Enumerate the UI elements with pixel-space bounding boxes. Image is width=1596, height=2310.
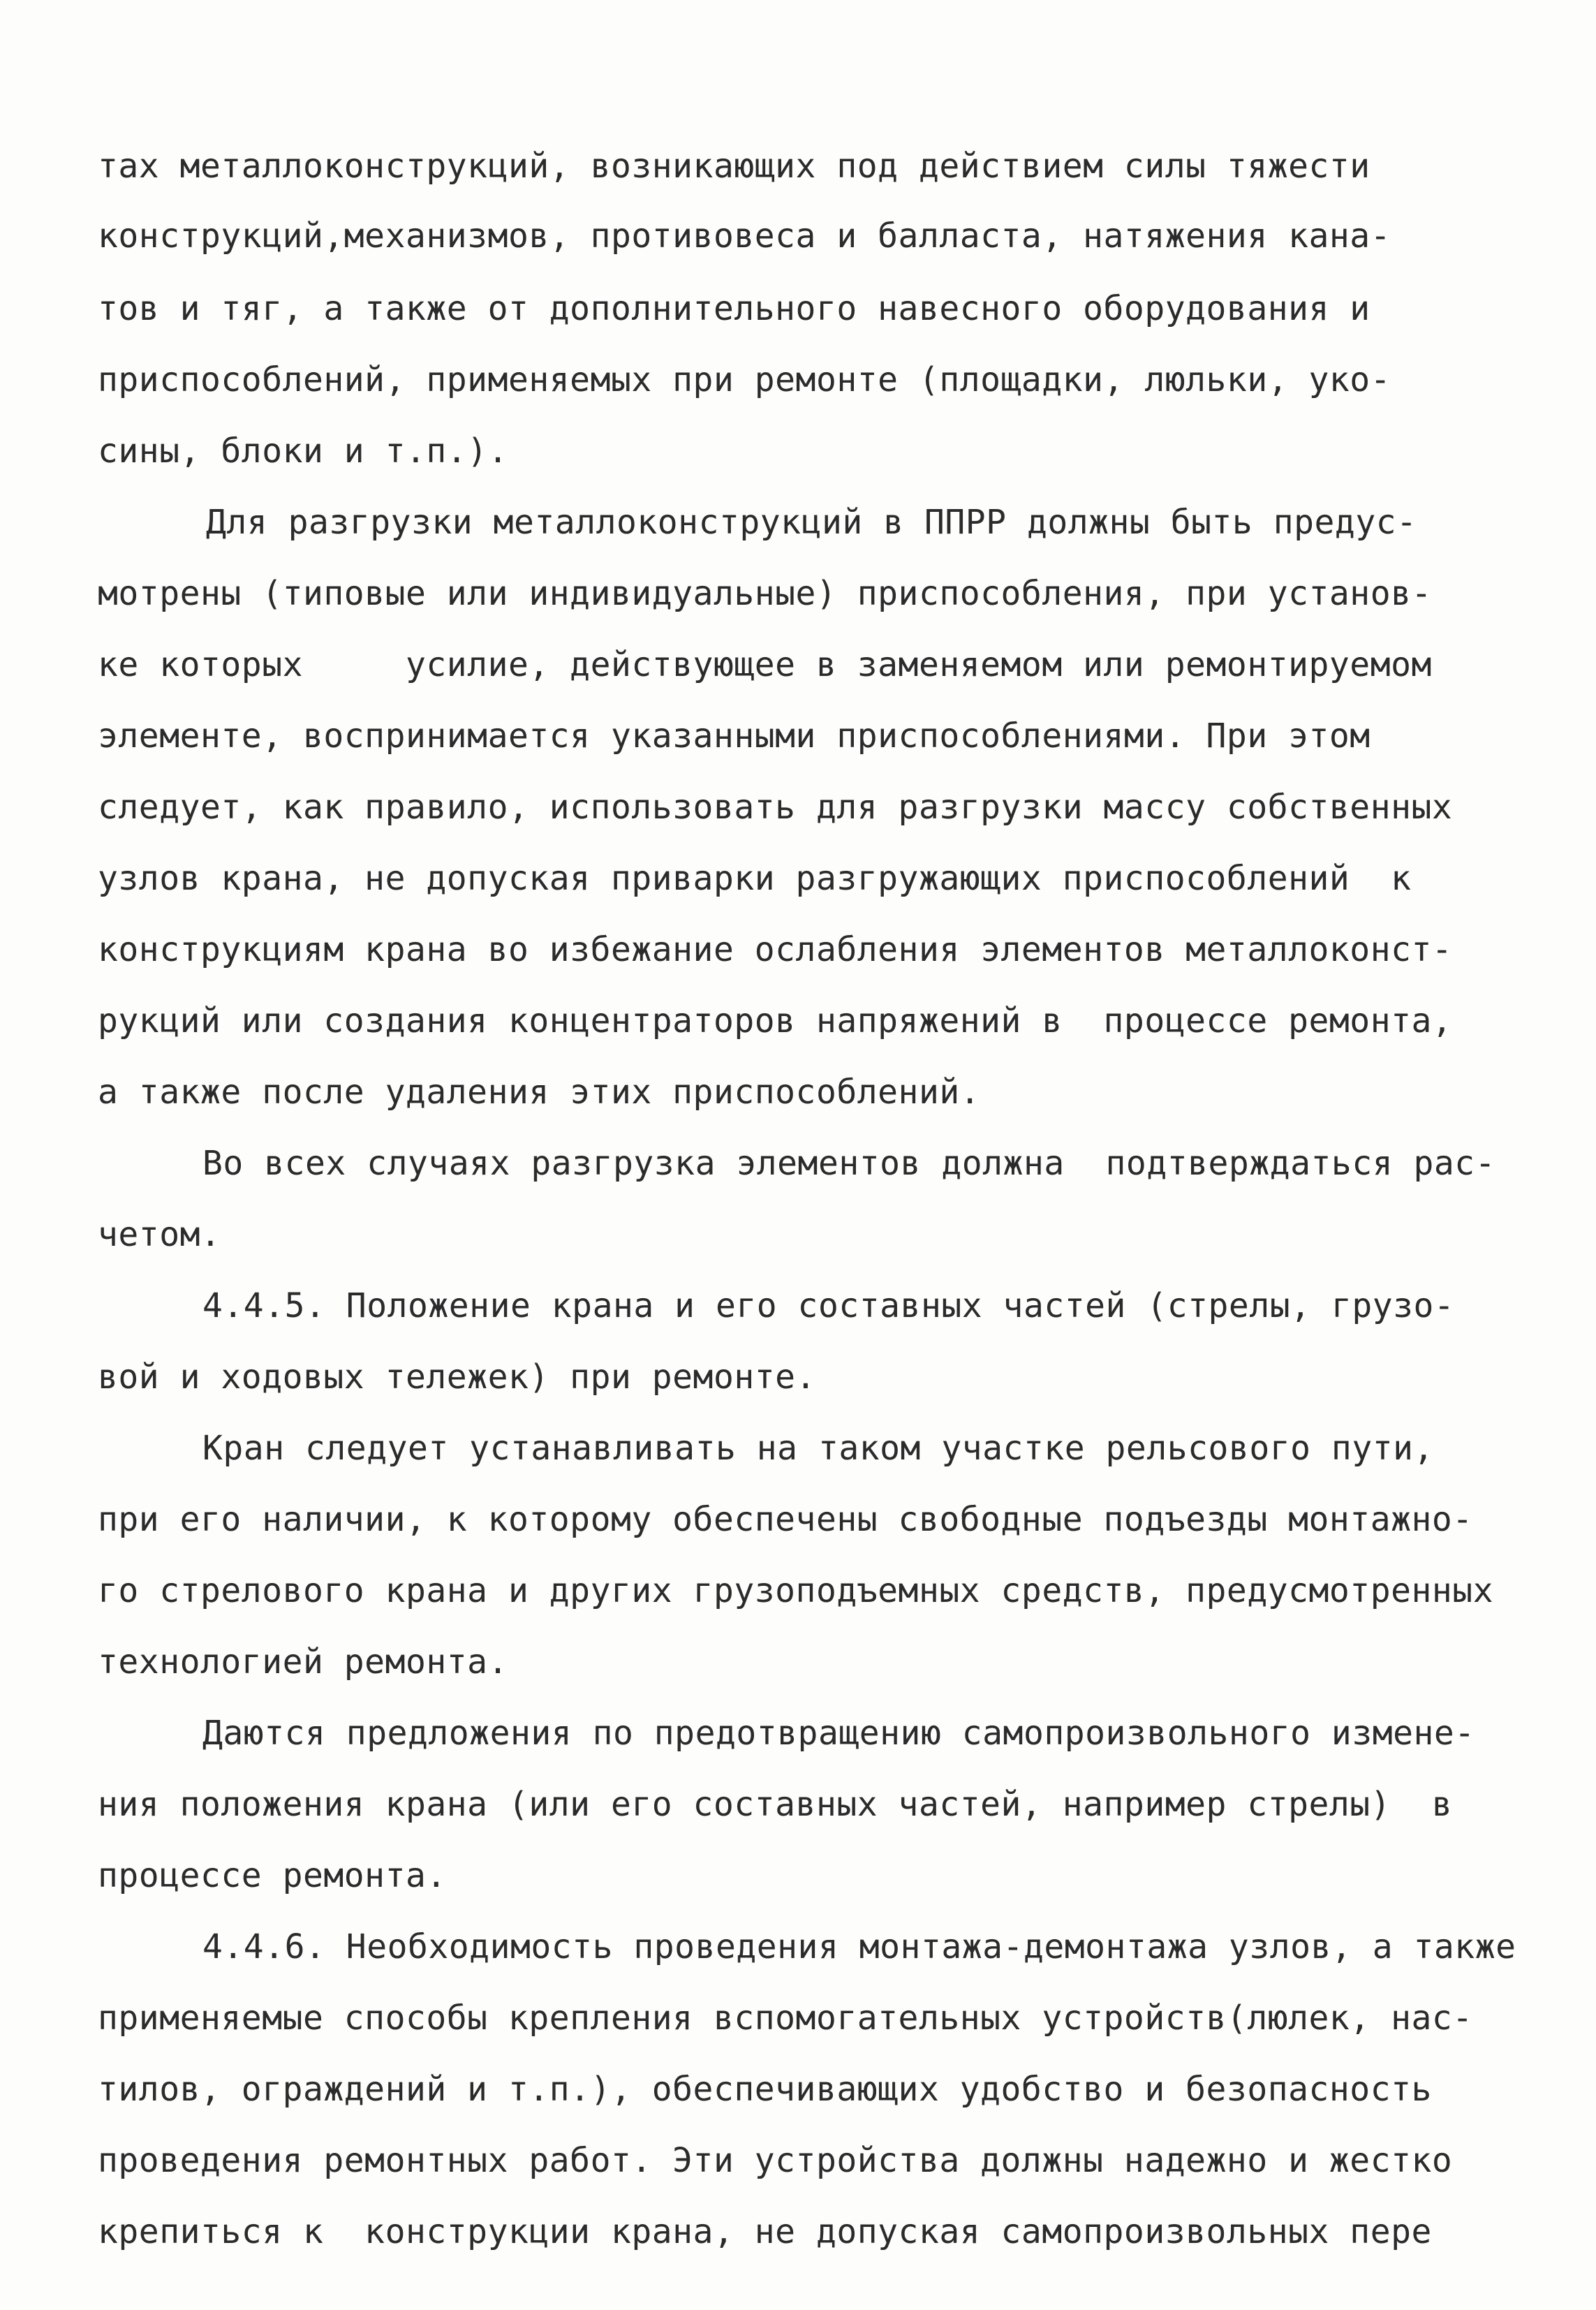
text-line: тилов, ограждений и т.п.), обеспечивающих удобство и безопасность xyxy=(98,2070,1432,2109)
text-line: сины, блоки и т.п.). xyxy=(98,432,508,471)
section-heading-4-4-6: 4.4.6. Необходимость проведения монтажа-демонтажа узлов, а также xyxy=(202,1927,1516,1966)
paragraph-first-line: Кран следует устанавливать на таком участке рельсового пути, xyxy=(202,1429,1434,1468)
text-line: крепиться к конструкции крана, не допуская самопроизвольных пере xyxy=(98,2212,1432,2251)
text-line: следует, как правило, использовать для разгрузки массу собственных xyxy=(98,788,1453,827)
text-line: вой и ходовых тележек) при ремонте. xyxy=(98,1358,816,1397)
text-line: процессе ремонта. xyxy=(98,1856,447,1895)
text-line: конструкциям крана во избежание ослабления элементов металлоконст- xyxy=(98,930,1453,969)
text-line: конструкций,механизмов, противовеса и балласта, натяжения кана- xyxy=(98,216,1391,256)
text-line: при его наличии, к которому обеспечены свободные подъезды монтажно- xyxy=(98,1500,1473,1539)
text-line: а также после удаления этих приспособлений. xyxy=(98,1073,981,1112)
paragraph-first-line: Для разгрузки металлоконструкций в ППРР должны быть предус- xyxy=(206,503,1417,542)
paragraph-first-line: Даются предложения по предотвращению самопроизвольного измене- xyxy=(202,1714,1475,1753)
paragraph-first-line: Во всех случаях разгрузка элементов должна подтверждаться рас- xyxy=(202,1144,1496,1183)
text-line: ке которых усилие, действующее в заменяемом или ремонтируемом xyxy=(98,645,1432,684)
text-line: мотрены (типовые или индивидуальные) приспособления, при установ- xyxy=(98,574,1432,613)
section-heading-4-4-5: 4.4.5. Положение крана и его составных частей (стрелы, грузо- xyxy=(202,1286,1455,1325)
text-line: применяемые способы крепления вспомогательных устройств(люлек, нас- xyxy=(98,1999,1473,2038)
text-line: рукций или создания концентраторов напряжений в процессе ремонта, xyxy=(98,1001,1453,1040)
text-line: технологией ремонта. xyxy=(98,1642,508,1682)
text-line: приспособлений, применяемых при ремонте (площадки, люльки, укo- xyxy=(98,360,1391,399)
text-line: го стрелового крана и других грузоподъемных средств, предусмотренных xyxy=(98,1571,1494,1610)
text-line: четом. xyxy=(98,1215,221,1254)
text-line: ния положения крана (или его составных частей, например стрелы) в xyxy=(98,1785,1453,1824)
text-line: тах металлоконструкций, возникающих под действием силы тяжести xyxy=(98,147,1370,186)
text-line: проведения ремонтных работ. Эти устройства должны надежно и жестко xyxy=(98,2141,1453,2180)
text-line: элементе, воспринимается указанными приспособлениями. При этом xyxy=(98,716,1370,756)
text-line: узлов крана, не допуская приварки разгружающих приспособлений к xyxy=(98,859,1412,898)
text-line: тов и тяг, а также от дополнительного навесного оборудования и xyxy=(98,289,1370,328)
